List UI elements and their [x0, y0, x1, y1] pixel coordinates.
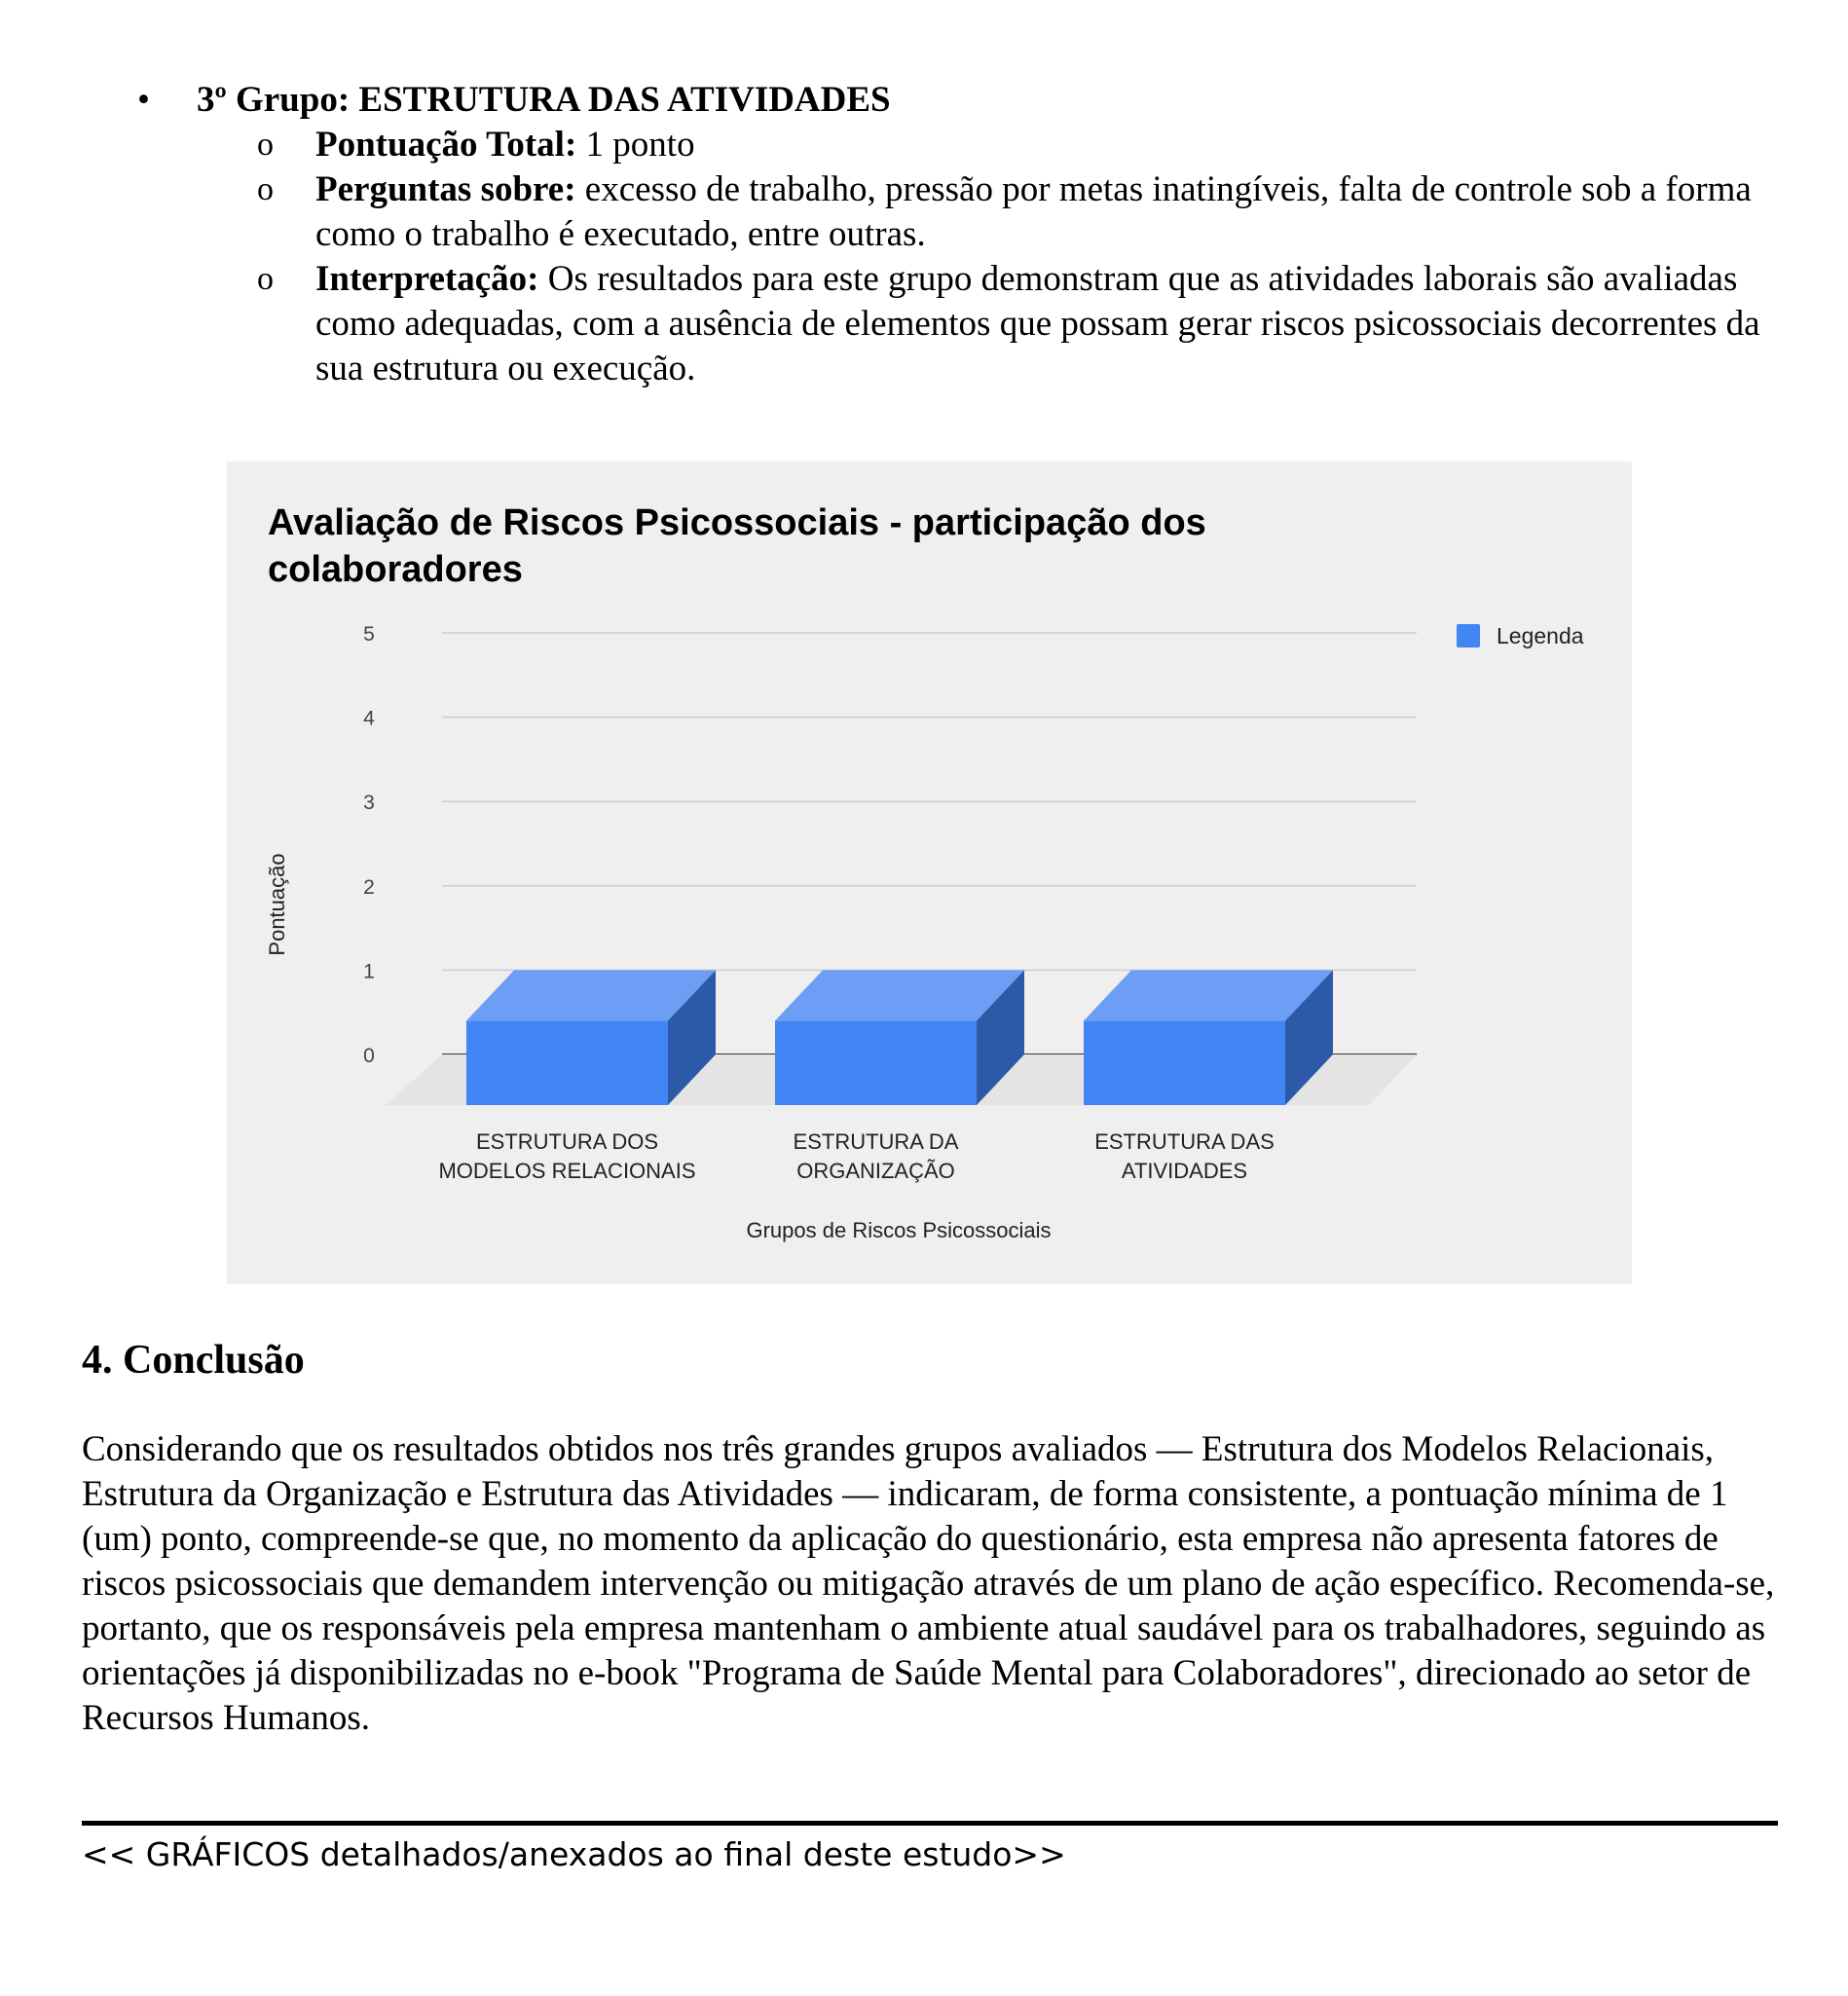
item-label: Interpretação: — [315, 259, 539, 299]
bar — [775, 970, 1024, 1105]
sub-bullet-marker: o — [257, 171, 274, 207]
sub-bullet-text — [315, 167, 1795, 257]
x-category-label: ESTRUTURA DOS — [475, 1129, 659, 1154]
x-axis-label: Grupos de Riscos Psicossociais — [746, 1218, 1052, 1242]
sub-bullet-marker: o — [257, 127, 274, 163]
conclusion-heading: 4. Conclusão — [82, 1338, 305, 1383]
y-tick-label: 3 — [363, 792, 375, 815]
y-tick-label: 1 — [363, 960, 375, 983]
sub-bullet-text — [315, 257, 1795, 391]
item-value: excesso de trabalho, pressão por metas inatingíveis, falta de controle sob a forma como o trabalho é executado, entre outras. — [315, 169, 1752, 254]
group3-title: 3º Grupo: ESTRUTURA DAS ATIVIDADES — [197, 80, 891, 120]
x-category-label: MODELOS RELACIONAIS — [438, 1159, 696, 1183]
y-axis-ticks — [363, 623, 375, 1067]
chart-canvas — [227, 462, 1632, 1284]
bullet-dot: • — [137, 80, 150, 120]
item-value: 1 ponto — [576, 125, 695, 165]
bar-chart — [227, 462, 1632, 1284]
bar-front — [466, 1020, 668, 1105]
y-tick-label: 5 — [363, 623, 375, 646]
y-axis-label: Pontuação — [265, 853, 289, 956]
chart-title-line1: Avaliação de Riscos Psicossociais - participação dos — [268, 502, 1206, 543]
footer-note: << GRÁFICOS detalhados/anexados ao final deste estudo>> — [82, 1835, 1066, 1873]
bar-front — [1084, 1020, 1285, 1105]
x-category-label: ORGANIZAÇÃO — [796, 1159, 955, 1183]
y-tick-label: 0 — [363, 1045, 375, 1067]
footer-divider — [82, 1821, 1778, 1826]
item-value: Os resultados para este grupo demonstram que as atividades laborais são avaliadas como adequadas, com a ausência de elementos que possam gerar riscos psicossociais decorrentes da sua estrutura ou execução. — [315, 259, 1760, 388]
x-category-label: ESTRUTURA DAS — [1094, 1129, 1275, 1154]
y-tick-label: 4 — [363, 707, 375, 730]
sub-bullet-marker: o — [257, 261, 274, 297]
conclusion-paragraph: Considerando que os resultados obtidos nos três grandes grupos avaliados — Estrutura dos Modelos Relacionais, Estrutura da Organização e Estrutura das Atividades — indicaram, de forma consistente, a pontuação mínima de 1 (um) ponto, compreende-se que, no momento da aplicação do questionário, esta empresa não apresenta fatores de riscos psicossociais que demandem intervenção ou mitigação através de um plano de ação específico. Recomenda-se, portanto, que os responsáveis pela empresa mantenham o ambiente atual saudável para os trabalhadores, seguindo as orientações já disponibilizadas no e-book "Programa de Saúde Mental para Colaboradores", direcionado ao setor de Recursos Humanos. — [82, 1429, 1775, 1738]
item-label: Pontuação Total: — [315, 125, 577, 165]
bar — [1084, 970, 1333, 1105]
y-tick-label: 2 — [363, 875, 375, 899]
sub-bullet-text — [315, 123, 1795, 167]
x-axis-categories — [438, 1129, 1274, 1183]
item-label: Perguntas sobre: — [315, 169, 576, 209]
x-category-label: ATIVIDADES — [1121, 1159, 1248, 1183]
chart-bars — [466, 970, 1333, 1105]
legend-swatch — [1457, 624, 1480, 647]
x-category-label: ESTRUTURA DA — [793, 1129, 959, 1154]
bar-front — [775, 1020, 977, 1105]
bar — [466, 970, 716, 1105]
legend-label: Legenda — [1497, 623, 1584, 648]
chart-title-line2: colaboradores — [268, 549, 523, 590]
